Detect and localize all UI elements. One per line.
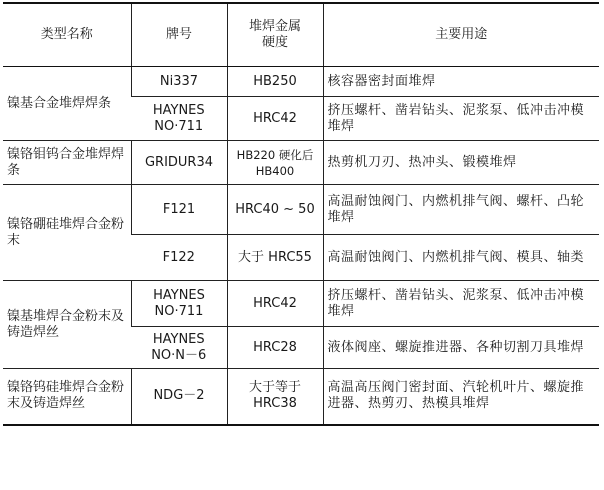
hardness-cell: HRC42 xyxy=(227,97,323,141)
grade-cell: HAYNES NO·711 xyxy=(131,97,227,141)
alloy-table xyxy=(3,2,599,426)
type-cell: 镍铬钨硅堆焊合金粉末及铸造焊丝 xyxy=(3,369,131,425)
hardness-cell: HRC28 xyxy=(227,327,323,369)
header-row xyxy=(3,3,599,67)
hardness-cell: 大于 HRC55 xyxy=(227,235,323,281)
type-cell: 镍基合金堆焊焊条 xyxy=(3,67,131,141)
table-row xyxy=(3,141,599,185)
hardness-cell: HRC42 xyxy=(227,281,323,327)
use-cell: 核容器密封面堆焊 xyxy=(323,67,599,97)
grade-cell: NDG－2 xyxy=(131,369,227,425)
header-use: 主要用途 xyxy=(323,3,599,67)
use-cell: 高温耐蚀阀门、内燃机排气阀、螺杆、凸轮堆焊 xyxy=(323,185,599,235)
table-row xyxy=(3,369,599,425)
grade-cell: HAYNES NO·711 xyxy=(131,281,227,327)
use-cell: 液体阀座、螺旋推进器、各种切割刀具堆焊 xyxy=(323,327,599,369)
hardness-cell: HB250 xyxy=(227,67,323,97)
grade-cell: F122 xyxy=(131,235,227,281)
grade-cell: Ni337 xyxy=(131,67,227,97)
grade-cell: GRIDUR34 xyxy=(131,141,227,185)
hardness-cell: 大于等于 HRC38 xyxy=(227,369,323,425)
use-cell: 挤压螺杆、凿岩钻头、泥浆泵、低冲击冲模堆焊 xyxy=(323,97,599,141)
header-hardness: 堆焊金属硬度 xyxy=(227,3,323,67)
table-row xyxy=(3,67,599,97)
use-cell: 高温耐蚀阀门、内燃机排气阀、模具、轴类 xyxy=(323,235,599,281)
grade-cell: HAYNES NO·N－6 xyxy=(131,327,227,369)
hardness-cell: HB220 硬化后 HB400 xyxy=(227,141,323,185)
type-cell: 镍铬硼硅堆焊合金粉末 xyxy=(3,185,131,281)
type-cell: 镍基堆焊合金粉末及铸造焊丝 xyxy=(3,281,131,369)
use-cell: 热剪机刀刃、热冲头、锻模堆焊 xyxy=(323,141,599,185)
table-row xyxy=(3,281,599,327)
hardness-cell: HRC40 ~ 50 xyxy=(227,185,323,235)
grade-cell: F121 xyxy=(131,185,227,235)
table-row xyxy=(3,185,599,235)
use-cell: 挤压螺杆、凿岩钻头、泥浆泵、低冲击冲模堆焊 xyxy=(323,281,599,327)
header-type: 类型名称 xyxy=(3,3,131,67)
header-grade: 牌号 xyxy=(131,3,227,67)
type-cell: 镍铬钼钨合金堆焊焊条 xyxy=(3,141,131,185)
use-cell: 高温高压阀门密封面、汽轮机叶片、螺旋推进器、热剪刃、热模具堆焊 xyxy=(323,369,599,425)
